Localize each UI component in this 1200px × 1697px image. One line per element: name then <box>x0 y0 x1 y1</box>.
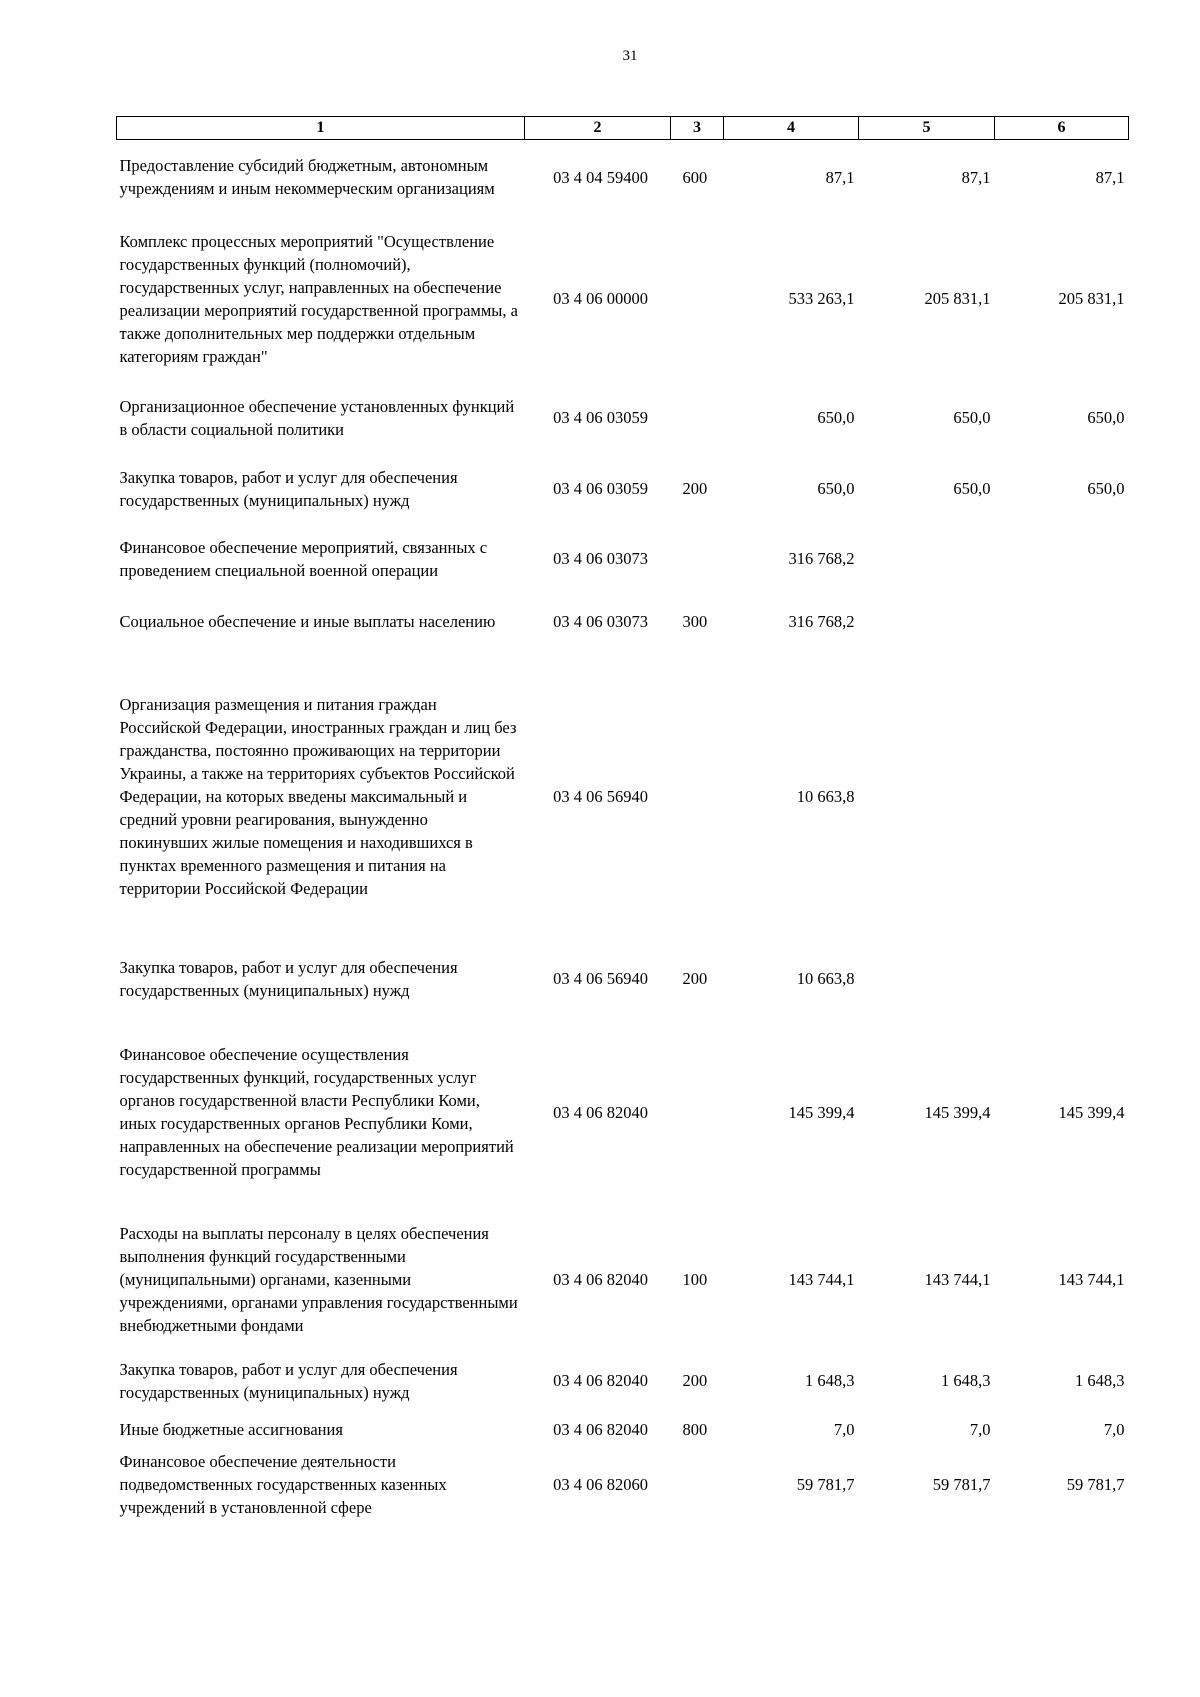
row-value-year-1: 87,1 <box>825 167 855 187</box>
row-value-year-3 <box>995 525 1129 593</box>
row-name: Закупка товаров, работ и услуг для обеспечения государственных (муниципальных) нужд <box>119 1359 458 1402</box>
row-expense-type <box>671 525 724 593</box>
row-code: 03 4 06 82040 <box>553 1419 648 1439</box>
budget-table-container <box>116 116 1128 1522</box>
row-code: 03 4 06 82040 <box>553 1371 648 1390</box>
row-value-year-3 <box>995 943 1129 1015</box>
row-code: 03 4 06 00000 <box>553 289 648 308</box>
table-row <box>117 1015 1129 1210</box>
row-value-year-3: 59 781,7 <box>1066 1474 1125 1494</box>
row-value-year-2 <box>859 943 995 1015</box>
row-name: Финансовое обеспечение мероприятий, связанных с проведением специальной военной операции <box>119 537 488 580</box>
table-row <box>117 383 1129 453</box>
row-value-year-2: 87,1 <box>961 167 991 187</box>
row-value-year-2: 143 744,1 <box>924 1270 991 1289</box>
row-value-year-2: 7,0 <box>969 1419 991 1439</box>
row-name: Комплекс процессных мероприятий "Осуществление государственных функций (полномочий), государственных услуг, направленных на обеспечение реализации мероприятий государственной программы, а также дополнительных мер поддержки отдельным категориям граждан" <box>119 231 518 366</box>
table-row <box>117 1210 1129 1350</box>
row-value-year-2: 59 781,7 <box>932 1474 991 1494</box>
row-value-year-2 <box>859 593 995 651</box>
row-value-year-1: 650,0 <box>817 408 855 427</box>
table-row <box>117 453 1129 525</box>
table-row <box>117 1412 1129 1447</box>
row-value-year-3 <box>995 651 1129 943</box>
row-value-year-1: 316 768,2 <box>788 549 855 568</box>
table-row <box>117 943 1129 1015</box>
row-value-year-1: 316 768,2 <box>788 612 855 631</box>
row-value-year-3: 1 648,3 <box>1075 1371 1125 1390</box>
column-header-2: 2 <box>525 117 671 140</box>
row-value-year-2 <box>859 651 995 943</box>
row-value-year-2: 205 831,1 <box>924 289 991 308</box>
row-code: 03 4 06 03059 <box>553 408 648 427</box>
column-header-6: 6 <box>995 117 1129 140</box>
row-name: Финансовое обеспечение деятельности подведомственных государственных казенных учреждений в установленной сфере <box>119 1451 447 1517</box>
row-value-year-3: 143 744,1 <box>1058 1270 1125 1289</box>
column-header-4: 4 <box>724 117 859 140</box>
row-value-year-3: 205 831,1 <box>1058 289 1125 308</box>
row-value-year-2 <box>859 525 995 593</box>
row-value-year-1: 533 263,1 <box>788 289 855 308</box>
row-value-year-3: 145 399,4 <box>1058 1102 1125 1122</box>
row-expense-type <box>671 1447 724 1522</box>
row-name: Организационное обеспечение установленных функций в области социальной политики <box>119 396 515 439</box>
row-expense-type: 600 <box>682 167 708 187</box>
row-value-year-1: 7,0 <box>833 1419 855 1439</box>
row-expense-type: 200 <box>682 479 708 498</box>
table-row <box>117 1447 1129 1522</box>
table-row <box>117 593 1129 651</box>
table-row <box>117 651 1129 943</box>
row-value-year-3: 87,1 <box>1095 167 1125 187</box>
row-code: 03 4 06 03073 <box>553 612 648 631</box>
row-value-year-2: 650,0 <box>953 408 991 427</box>
row-name: Предоставление субсидий бюджетным, автономным учреждениям и иным некоммерческим организациям <box>119 156 495 199</box>
row-code: 03 4 06 82040 <box>553 1102 648 1122</box>
column-header-3: 3 <box>671 117 724 140</box>
row-expense-type <box>671 1015 724 1210</box>
row-code: 03 4 06 82040 <box>553 1270 648 1289</box>
budget-table <box>116 116 1129 1522</box>
row-code: 03 4 04 59400 <box>553 167 648 187</box>
row-name: Закупка товаров, работ и услуг для обеспечения государственных (муниципальных) нужд <box>119 957 458 1000</box>
row-expense-type: 200 <box>682 969 708 988</box>
row-name: Организация размещения и питания граждан Российской Федерации, иностранных граждан и лиц без гражданства, постоянно проживающих на территории Украины, а также на территориях субъектов Российской Федерации, на которых введены максимальный и средний уровни реагирования, вынужденно покинувших жилые помещения и находившихся в пунктах временного размещения и питания на территории Российской Федерации <box>119 695 517 898</box>
row-expense-type <box>671 215 724 383</box>
row-value-year-1: 143 744,1 <box>788 1270 855 1289</box>
row-value-year-1: 1 648,3 <box>805 1371 855 1390</box>
row-code: 03 4 06 56940 <box>553 787 648 806</box>
table-row <box>117 1350 1129 1412</box>
row-code: 03 4 06 03059 <box>553 479 648 498</box>
row-value-year-3: 650,0 <box>1087 479 1125 498</box>
row-expense-type <box>671 383 724 453</box>
row-value-year-1: 650,0 <box>817 479 855 498</box>
row-value-year-1: 10 663,8 <box>796 969 855 988</box>
row-name: Финансовое обеспечение осуществления государственных функций, государственных услуг органов государственной власти Республики Коми, иных государственных органов Республики Коми, направленных на обеспечение реализации мероприятий государственной программы <box>119 1045 514 1179</box>
row-value-year-2: 145 399,4 <box>924 1102 991 1122</box>
row-name: Расходы на выплаты персоналу в целях обеспечения выполнения функций государственными (муниципальными) органами, казенными учреждениями, органами управления государственными внебюджетными фондами <box>119 1224 518 1335</box>
row-value-year-3 <box>995 593 1129 651</box>
table-row <box>117 140 1129 215</box>
row-expense-type: 300 <box>682 612 708 631</box>
page-number: 31 <box>622 48 638 64</box>
row-expense-type <box>671 651 724 943</box>
row-value-year-2: 1 648,3 <box>941 1371 991 1390</box>
table-row <box>117 215 1129 383</box>
row-value-year-2: 650,0 <box>953 479 991 498</box>
row-value-year-1: 145 399,4 <box>788 1102 855 1122</box>
row-value-year-1: 59 781,7 <box>796 1474 855 1494</box>
row-name: Социальное обеспечение и иные выплаты населению <box>119 612 496 631</box>
row-expense-type: 100 <box>682 1270 708 1289</box>
column-header-5: 5 <box>859 117 995 140</box>
row-expense-type: 800 <box>682 1419 708 1439</box>
row-value-year-3: 7,0 <box>1103 1419 1125 1439</box>
row-name: Закупка товаров, работ и услуг для обеспечения государственных (муниципальных) нужд <box>119 467 458 510</box>
row-name: Иные бюджетные ассигнования <box>119 1419 343 1439</box>
row-value-year-3: 650,0 <box>1087 408 1125 427</box>
table-header-row <box>117 117 1129 140</box>
row-value-year-1: 10 663,8 <box>796 787 855 806</box>
row-code: 03 4 06 82060 <box>553 1474 648 1494</box>
column-header-1: 1 <box>117 117 525 140</box>
row-code: 03 4 06 56940 <box>553 969 648 988</box>
row-code: 03 4 06 03073 <box>553 549 648 568</box>
row-expense-type: 200 <box>682 1371 708 1390</box>
table-row <box>117 525 1129 593</box>
